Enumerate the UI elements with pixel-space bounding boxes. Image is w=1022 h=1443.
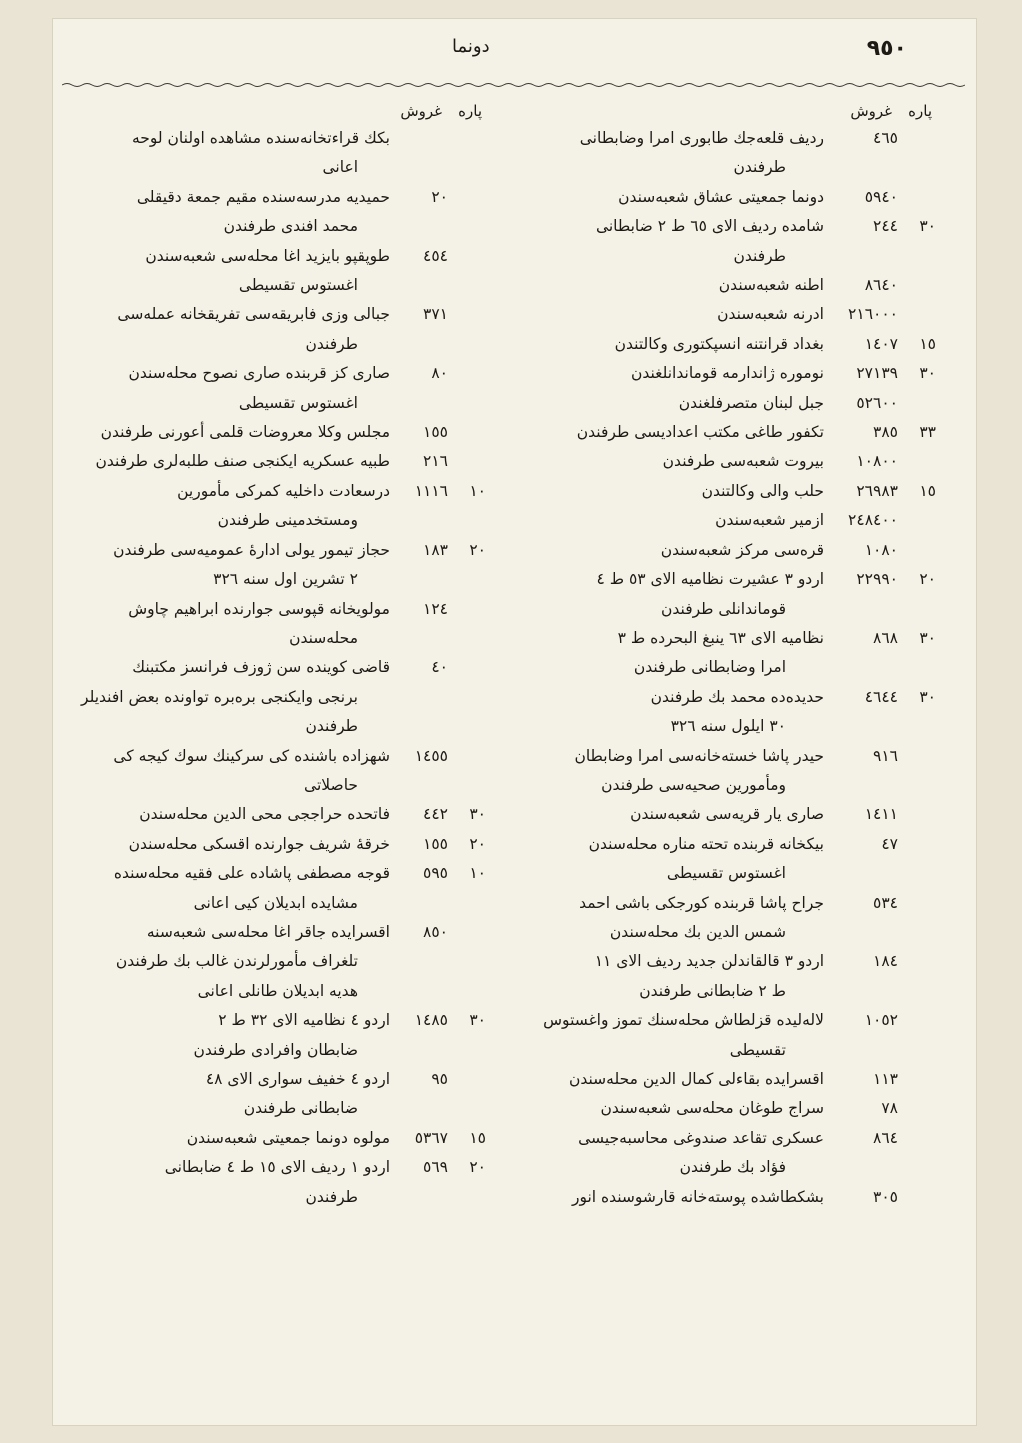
entry-text-continued: هديه ابديلان طانلى اعانى xyxy=(197,981,358,1000)
entry-text-continued: طرفندن xyxy=(305,717,358,736)
entry-para: ٢٠ xyxy=(469,1158,486,1177)
ledger-entry xyxy=(66,1153,486,1212)
ledger-entry xyxy=(66,830,486,859)
entry-kurus: ٤٤٢ xyxy=(423,805,448,824)
entry-para: ٣٠ xyxy=(919,217,936,236)
header-rule xyxy=(62,82,965,88)
entry-text: بكك قراءتخانه‌سنده مشاهده اولنان لوحه xyxy=(132,129,390,147)
entry-kurus: ٤٧ xyxy=(881,834,898,853)
entry-text-continued: اغستوس تقسيطى xyxy=(238,393,358,412)
ledger-entry xyxy=(66,800,486,829)
entry-para: ١٠ xyxy=(469,864,486,883)
right-entries xyxy=(516,124,936,1212)
entry-text-continued: طرفندن xyxy=(733,158,786,177)
entry-kurus: ٨٦٤٠ xyxy=(864,276,898,295)
entry-text-continued: ضابطانى طرفندن xyxy=(243,1099,358,1118)
entry-kurus: ١١١٦ xyxy=(414,481,448,500)
ledger-entry xyxy=(516,300,936,329)
entry-text: شهزاده باشنده كى سركينك سوك كيجه كى xyxy=(113,746,390,765)
entry-text-continued: شمس الدين بك محله‌سندن xyxy=(609,922,786,941)
ledger-entry xyxy=(516,447,936,476)
entry-kurus: ٩١٦ xyxy=(873,746,898,765)
entry-text: صارى كز قربنده صارى نصوح محله‌سندن xyxy=(128,364,390,383)
entry-kurus: ٢٦٩٨٣ xyxy=(856,481,898,500)
entry-kurus: ٣٨٥ xyxy=(873,423,898,442)
entry-text: صارى يار قريه‌سى شعبه‌سندن xyxy=(630,805,824,824)
para-heading: پاره xyxy=(908,102,932,120)
entry-text: رديف قلعه‌جك طابورى امرا وضابطانى xyxy=(579,129,824,147)
ledger-entry xyxy=(516,1065,936,1094)
ledger-entry xyxy=(516,359,936,388)
entry-kurus: ٢٤٨٤٠٠ xyxy=(848,511,898,530)
page-number: ٩٥٠ xyxy=(866,36,907,61)
entry-text-continued: تقسيطى xyxy=(729,1040,786,1059)
entry-kurus: ٤٦٥ xyxy=(873,129,898,147)
entry-kurus: ٥٩٤٠ xyxy=(864,187,898,206)
entry-kurus: ١٤٥٥ xyxy=(414,746,448,765)
entry-text: طوپقپو بايزيد اغا محله‌سى شعبه‌سندن xyxy=(145,246,390,265)
ledger-entry xyxy=(516,1124,936,1183)
ledger-entry xyxy=(66,595,486,654)
entry-kurus: ٥٣٤ xyxy=(873,893,898,912)
entry-text: لاله‌ليده قزلطاش محله‌سنك تموز واغستوس xyxy=(543,1011,824,1030)
entry-para: ٢٠ xyxy=(469,834,486,853)
entry-text: اردو ٣ عشيرت نظاميه الاى ٥٣ ط ٤ xyxy=(596,570,824,589)
ledger-entry xyxy=(516,1006,936,1065)
entry-kurus: ٢٢٩٩٠ xyxy=(856,570,898,589)
entry-kurus: ٨٦٤ xyxy=(873,1128,898,1147)
entry-kurus: ٨٠ xyxy=(431,364,448,383)
entry-text-continued: فؤاد بك طرفندن xyxy=(679,1158,786,1177)
ledger-entry xyxy=(516,212,936,271)
entry-text: خرقهٔ شريف جوارنده اقسكى محله‌سندن xyxy=(128,834,390,853)
ledger-entry xyxy=(516,418,936,447)
entry-text: حلب والى وكالتندن xyxy=(701,481,824,500)
entry-text-continued: طرفندن xyxy=(305,334,358,353)
entry-kurus: ١٤٨٥ xyxy=(414,1011,448,1030)
entry-kurus: ٣٧١ xyxy=(423,305,448,324)
entry-text-continued: اغستوس تقسيطى xyxy=(238,276,358,295)
ledger-entry xyxy=(516,477,936,506)
entry-text: حميديه مدرسه‌سنده مقيم جمعة دقيقلى xyxy=(136,187,390,206)
entry-kurus: ٥٩٥ xyxy=(423,864,448,883)
entry-text: مولوه دونما جمعيتى شعبه‌سندن xyxy=(186,1128,390,1147)
ledger-entry xyxy=(516,1183,936,1212)
entry-para: ٢٠ xyxy=(469,540,486,559)
ledger-entry xyxy=(66,183,486,242)
entry-text-continued: ٢ تشرين اول سنه ٣٢٦ xyxy=(213,570,358,589)
entry-kurus: ١٢٤ xyxy=(423,599,448,618)
ledger-entry xyxy=(516,1094,936,1123)
ledger-entry xyxy=(516,565,936,624)
entry-text: قاضى كوينده سن ژوزف فرانسز مكتبنك xyxy=(132,658,390,677)
entry-text-continued: حاصلاتى xyxy=(304,775,358,794)
entry-text-continued: ومستخدمينى طرفندن xyxy=(217,511,358,530)
entry-text-continued: اعانى xyxy=(322,158,358,177)
entry-kurus: ٢١٦٠٠٠ xyxy=(848,305,898,324)
entry-text: سراج طوغان محله‌سى شعبه‌سندن xyxy=(600,1099,824,1118)
ledger-entry xyxy=(516,183,936,212)
entry-text-continued: طرفندن xyxy=(305,1187,358,1206)
ledger-entry xyxy=(66,742,486,801)
right-column xyxy=(516,98,936,1212)
entry-text: اقسرايده بقاءلى كمال الدين محله‌سندن xyxy=(568,1070,824,1088)
entry-para: ١٥ xyxy=(919,481,936,500)
ledger-entry xyxy=(516,536,936,565)
ledger-entry xyxy=(516,389,936,418)
entry-kurus: ١١٣ xyxy=(873,1070,898,1088)
column-heading xyxy=(516,98,936,124)
ledger-entry xyxy=(516,947,936,1006)
ledger-entry xyxy=(66,242,486,301)
ledger-entry xyxy=(66,447,486,476)
entry-kurus: ٤٦٤٤ xyxy=(864,687,898,706)
entry-text-continued: ضابطان وافرادى طرفندن xyxy=(193,1040,358,1059)
entry-text-continued: امرا وضابطانى طرفندن xyxy=(633,658,786,677)
entry-kurus: ١٥٥ xyxy=(423,423,448,442)
ledger-entry xyxy=(66,1006,486,1065)
ledger-entry xyxy=(66,477,486,536)
ledger-entry xyxy=(66,418,486,447)
entry-kurus: ٥٣٦٧ xyxy=(414,1128,448,1147)
entry-kurus: ٢٧١٣٩ xyxy=(856,364,898,383)
entry-text: اطنه شعبه‌سندن xyxy=(718,276,824,295)
entry-text: قوجه مصطفى پاشاده على فقيه محله‌سنده xyxy=(113,864,390,883)
ledger-entry xyxy=(66,653,486,741)
entry-text-continued: محمد افندى طرفندن xyxy=(223,217,358,236)
entry-kurus: ١٨٣ xyxy=(423,540,448,559)
ledger-entry xyxy=(66,1124,486,1153)
ledger-entry xyxy=(66,359,486,418)
entry-text: بشكطاشده پوسته‌خانه قارشوسنده انور xyxy=(571,1187,824,1206)
entry-kurus: ٧٨ xyxy=(881,1099,898,1118)
entry-text: تكفور طاغى مكتب اعداديسى طرفندن xyxy=(576,423,824,442)
entry-kurus: ٤٥٤ xyxy=(423,246,448,265)
running-head: دونما xyxy=(452,36,490,57)
page-header xyxy=(52,36,977,70)
entry-text: اردو ٤ نظاميه الاى ٣٢ ط ٢ xyxy=(218,1011,390,1030)
entry-text: نوموره ژاندارمه قوماندانلغندن xyxy=(630,364,824,383)
entry-para: ٣٠ xyxy=(919,364,936,383)
entry-kurus: ١٠٨٠٠ xyxy=(856,452,898,471)
entry-kurus: ٢٠ xyxy=(431,187,448,206)
entry-kurus: ٨٦٨ xyxy=(873,628,898,647)
entry-text: اقسرايده جاقر اغا محله‌سى شعبه‌سنه xyxy=(146,922,390,941)
ledger-entry xyxy=(516,830,936,889)
ledger-entry xyxy=(516,742,936,801)
ledger-entry xyxy=(516,506,936,535)
ledger-entry xyxy=(66,859,486,918)
entry-kurus: ١٨٤ xyxy=(873,952,898,971)
column-heading xyxy=(66,98,486,124)
entry-kurus: ٥٢٦٠٠ xyxy=(856,393,898,412)
entry-text: ادرنه شعبه‌سندن xyxy=(717,305,824,324)
entry-kurus: ٨٥٠ xyxy=(423,922,448,941)
entry-para: ١٠ xyxy=(469,481,486,500)
entry-text-continued: ومأمورين صحيه‌سى طرفندن xyxy=(601,775,786,794)
kurus-heading: غروش xyxy=(400,102,442,120)
ledger-entry xyxy=(66,918,486,1006)
entry-kurus: ١٥٥ xyxy=(423,834,448,853)
ledger-entry xyxy=(66,124,486,183)
entry-kurus: ١٠٥٢ xyxy=(864,1011,898,1030)
entry-text: شامده رديف الاى ٦٥ ط ٢ ضابطانى xyxy=(595,217,824,236)
entry-text-continued: محله‌سندن xyxy=(289,628,358,647)
left-column xyxy=(66,98,486,1212)
entry-text: درسعادت داخليه كمركى مأمورين xyxy=(177,481,390,500)
ledger-entry xyxy=(516,124,936,183)
entry-text-continued: مشايده ابديلان كيى اعانى xyxy=(193,893,358,912)
ledger-entry xyxy=(516,889,936,948)
left-entries xyxy=(66,124,486,1212)
entry-kurus: ٢٤٤ xyxy=(873,217,898,236)
ledger-entry xyxy=(516,683,936,742)
entry-text-continued: ٣٠ ايلول سنه ٣٢٦ xyxy=(670,717,786,736)
ledger-entry xyxy=(516,330,936,359)
entry-para: ١٥ xyxy=(469,1128,486,1147)
document-page xyxy=(52,18,977,1426)
entry-text: نظاميه الاى ٦٣ ينبغ البحرده ط ٣ xyxy=(617,628,824,647)
entry-kurus: ٥٦٩ xyxy=(423,1158,448,1177)
entry-text: مولويخانه قپوسى جوارنده ابراهيم چاوش xyxy=(128,599,390,618)
entry-text: ازمير شعبه‌سندن xyxy=(715,511,824,530)
entry-text: فاتحده حراججى محى الدين محله‌سندن xyxy=(139,805,390,824)
entry-text: حجاز تيمور يولى ادارهٔ عموميه‌سى طرفندن xyxy=(113,540,390,559)
entry-text: حديده‌ده محمد بك طرفندن xyxy=(650,687,824,706)
entry-text: حيدر پاشا خسته‌خانه‌سى امرا وضابطان xyxy=(574,746,824,765)
entry-text: دونما جمعيتى عشاق شعبه‌سندن xyxy=(618,187,824,206)
ledger-entry xyxy=(516,800,936,829)
entry-para: ٢٠ xyxy=(919,570,936,589)
entry-kurus: ١٠٨٠ xyxy=(864,540,898,559)
entry-para: ٣٠ xyxy=(919,628,936,647)
entry-text: بغداد قرانتنه انسپكتورى وكالتندن xyxy=(614,334,824,353)
entry-text-continued: تلغراف مأمورلرندن غالب بك طرفندن xyxy=(115,952,358,971)
entry-kurus: ٩٥ xyxy=(431,1070,448,1088)
entry-text: اردو ١ رديف الاى ١٥ ط ٤ ضابطانى xyxy=(164,1158,390,1177)
entry-para: ٣٣ xyxy=(919,423,936,442)
entry-text-continued: اغستوس تقسيطى xyxy=(666,864,786,883)
entry-text: قره‌سى مركز شعبه‌سندن xyxy=(660,540,824,559)
entry-text-continued: قوماندانلى طرفندن xyxy=(661,599,786,618)
entry-text: جراح پاشا قربنده كورجكى باشى احمد xyxy=(579,893,824,912)
entry-text: بيكخانه قربنده تحته مناره محله‌سندن xyxy=(588,834,824,853)
entry-text: طبيه عسكريه ايكنجى صنف طلبه‌لرى طرفندن xyxy=(95,452,390,471)
entry-kurus: ١٤١١ xyxy=(864,805,898,824)
entry-text: اردو ٤ خفيف سوارى الاى ٤٨ xyxy=(205,1070,390,1088)
entry-text: بيروت شعبه‌سى طرفندن xyxy=(662,452,824,471)
ledger-entry xyxy=(516,271,936,300)
ledger-entry xyxy=(516,624,936,683)
entry-text: جبل لبنان متصرفلغندن xyxy=(678,393,824,412)
entry-text-continued: برنجى وايكنجى بره‌بره تواونده بعض افنديلر xyxy=(81,687,358,706)
para-heading: پاره xyxy=(458,102,482,120)
entry-text: مجلس وكلا معروضات قلمى أعورنى طرفندن xyxy=(100,423,390,442)
entry-para: ٣٠ xyxy=(919,687,936,706)
entry-text: اردو ٣ قالقاندلن جديد رديف الاى ١١ xyxy=(594,952,824,971)
entry-para: ٣٠ xyxy=(469,1011,486,1030)
kurus-heading: غروش xyxy=(850,102,892,120)
ledger-entry xyxy=(66,536,486,595)
entry-kurus: ٢١٦ xyxy=(423,452,448,471)
entry-text: جبالى وزى فابريقه‌سى تفريقخانه عمله‌سى xyxy=(117,305,390,324)
entry-text: عسكرى تقاعد صندوغى محاسبه‌جيسى xyxy=(578,1128,824,1147)
ledger-entry xyxy=(66,1065,486,1124)
entry-para: ٣٠ xyxy=(469,805,486,824)
entry-kurus: ١٤٠٧ xyxy=(864,334,898,353)
entry-text-continued: طرفندن xyxy=(733,246,786,265)
entry-kurus: ٤٠ xyxy=(431,658,448,677)
entry-para: ١٥ xyxy=(919,334,936,353)
entry-kurus: ٣٠٥ xyxy=(873,1187,898,1206)
ledger-entry xyxy=(66,300,486,359)
entry-text-continued: ط ٢ ضابطانى طرفندن xyxy=(639,981,786,1000)
